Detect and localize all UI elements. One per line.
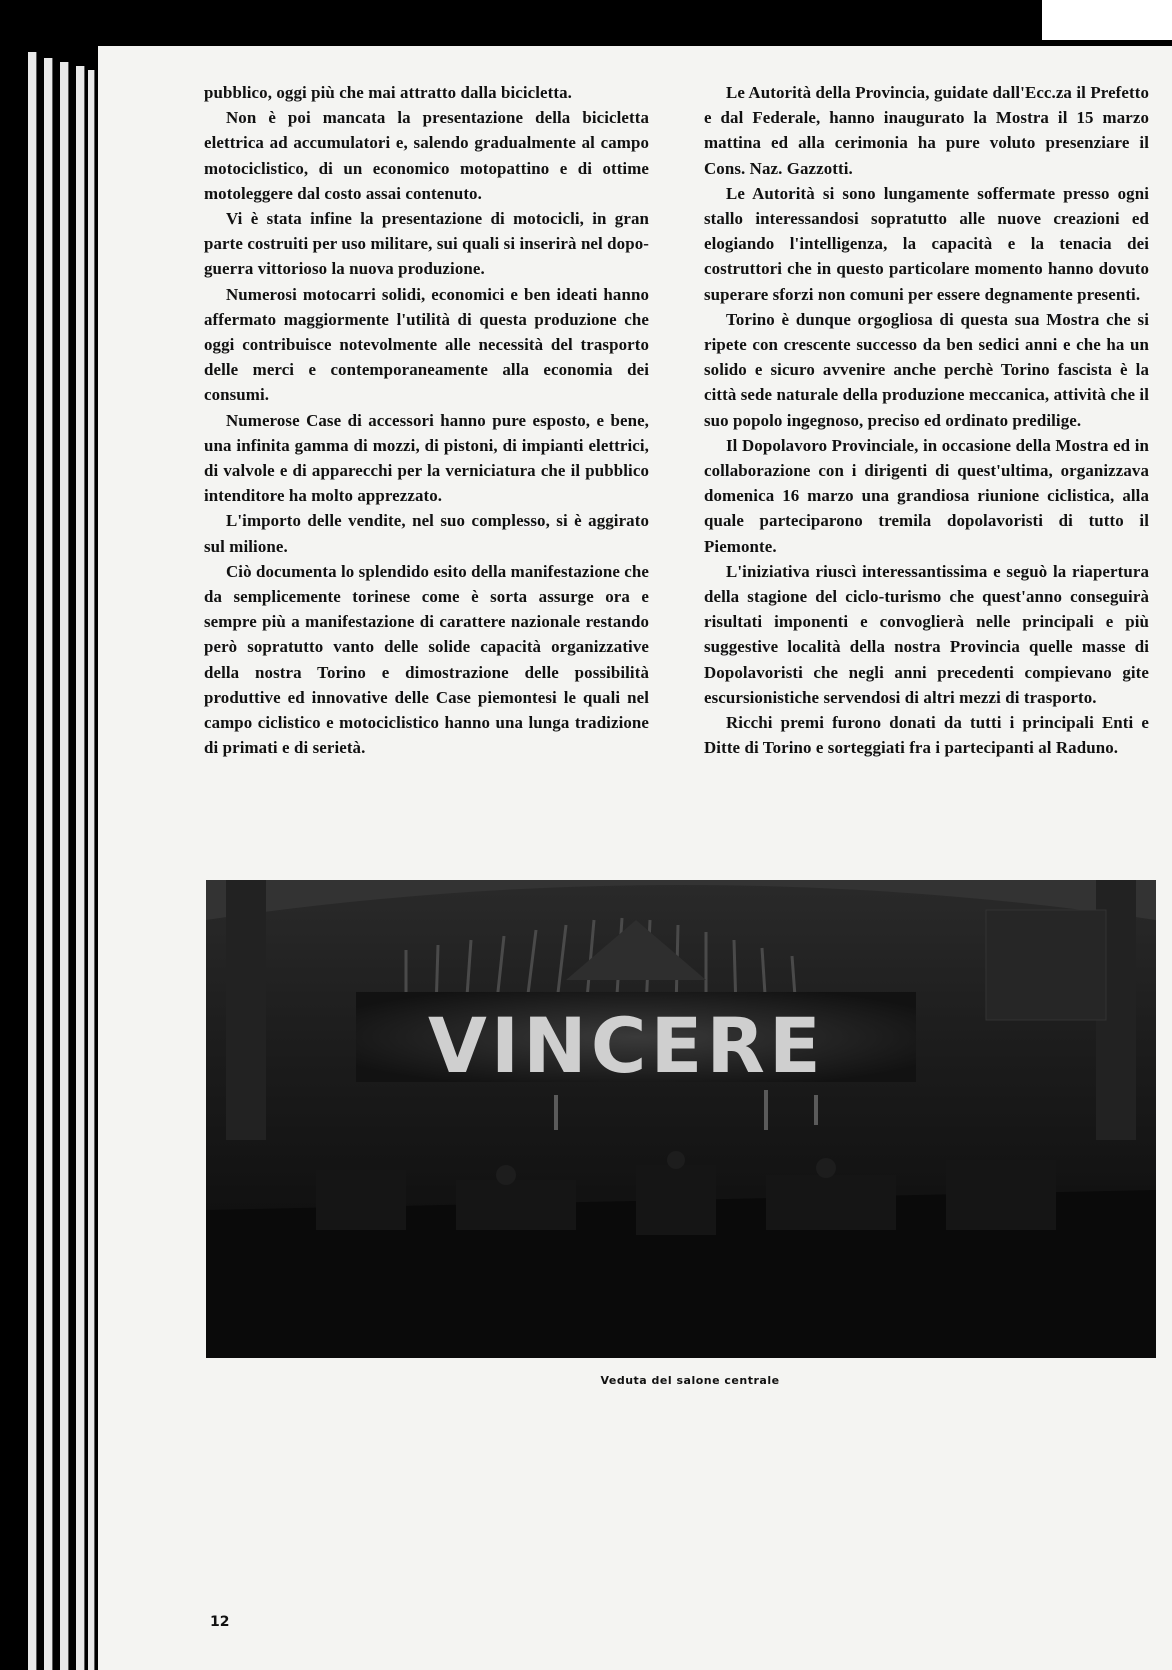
scan-corner <box>1042 0 1172 40</box>
page-stack-edge <box>28 52 37 1670</box>
banner-text: VINCERE <box>428 1001 825 1090</box>
page-number: 12 <box>210 1614 230 1630</box>
paragraph: Numerose Case di accessori hanno pure esposto, e bene, una infinita gamma di mozzi, di pistoni, di impianti elettrici, di valvole e di apparecchi per la verniciatura che il pubblico intenditore ha molto apprezzato. <box>204 410 649 506</box>
paragraph: Le Autorità si sono lungamente soffermate presso ogni stallo interessandosi sopratutto alle nuove creazioni ed elogiando l'intelligenza, la capacità e la tenacia dei costruttori che in questo particolare momento hanno dovuto superare sforzi non comuni per essere degnamente presenti. <box>704 183 1149 304</box>
page-stack-edge <box>88 70 95 1670</box>
article-left-column <box>204 80 649 760</box>
page-stack-edge <box>44 58 53 1670</box>
photo-caption: Veduta del salone centrale <box>600 1374 780 1387</box>
paragraph: Ciò documenta lo splendido esito della manifestazione che da semplicemente torinese come è sorta assurge ora e sempre più a manifestazione di carattere nazionale restando però sopratutto vanto delle solide capacità organizzative della nostra Torino e dimostrazione delle possibilità produttive ed innovative delle Case piemontesi le quali nel campo ciclistico e motociclistico hanno una lunga tradizione di primati e di serietà. <box>204 561 649 758</box>
paragraph: L'importo delle vendite, nel suo complesso, si è aggirato sul milione. <box>204 511 649 556</box>
paragraph: Torino è dunque orgogliosa di questa sua Mostra che si ripete con crescente successo da ben sedici anni e che ha un solido e sicuro avvenire anche perchè Torino fascista è la città sede naturale della produzione meccanica, attività che il suo popolo ingegnoso, preciso ed ordinato predilige. <box>704 309 1149 430</box>
paragraph: Numerosi motocarri solidi, economici e ben ideati hanno affermato maggiormente l'utilità di questa produzione che oggi contribuisce notevolmente alle necessità del trasporto delle merci e contemporaneamente alla economia dei consumi. <box>204 284 649 405</box>
paragraph: Non è poi mancata la presentazione della bicicletta elettrica ad accumulatori e, salendo gradualmente al campo motociclistico, di un economico motopattino e di ottime motoleggere dal costo assai contenuto. <box>204 108 649 203</box>
paragraph: Il Dopolavoro Provinciale, in occasione della Mostra ed in collaborazione con i dirigenti di quest'ultima, organizzava domenica 16 marzo una grandiosa riunione ciclistica, alla quale parteciparono tremila dopolavoristi di tutto il Piemonte. <box>704 435 1149 556</box>
paragraph: Ricchi premi furono donati da tutti i principali Enti e Ditte di Torino e sorteggiati fra i partecipanti al Raduno. <box>704 713 1149 758</box>
paragraph: L'iniziativa riuscì interessantissima e seguò la riapertura della stagione del ciclo-turismo che quest'anno conseguirà risultati imponenti e convoglierà nelle principali e più suggestive località della nostra Provincia quelle masse di Dopolavoristi che negli anni precedenti compievano gite escursionistiche servendosi di altri mezzi di trasporto. <box>704 561 1149 707</box>
article-right-column <box>704 80 1149 760</box>
exhibition-hall-photo <box>206 880 1156 1358</box>
paragraph: pubblico, oggi più che mai attratto dalla bicicletta. <box>204 83 572 102</box>
page-stack-edge <box>60 62 69 1670</box>
photo-drawing <box>206 880 1156 1358</box>
paragraph: Le Autorità della Provincia, guidate dall'Ecc.za il Prefetto e dal Federale, hanno inaugurato la Mostra il 15 marzo mattina ed alla cerimonia ha pure voluto presenziare il Cons. Naz. Gazzotti. <box>704 83 1149 178</box>
page-stack-edge <box>76 66 85 1670</box>
paragraph: Vi è stata infine la presentazione di motocicli, in gran parte costruiti per uso militare, sui quali si inserirà nel dopo-guerra vittorioso la nuova produzione. <box>204 209 649 279</box>
